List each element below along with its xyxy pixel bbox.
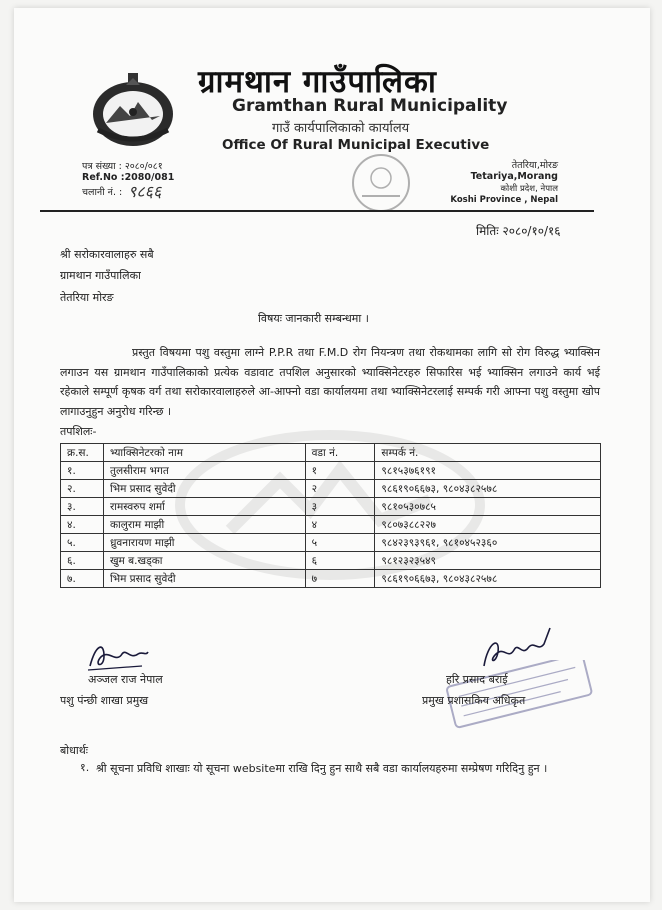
- cell-contact: ९८०७३८८२२७: [375, 516, 601, 534]
- letter-body: [60, 343, 600, 421]
- cell-sn: ५.: [61, 534, 104, 552]
- cell-name: ध्रुवनारायण माझी: [103, 534, 305, 552]
- table-row: [61, 516, 601, 534]
- cell-name: भिम प्रसाद सुवेदी: [103, 570, 305, 588]
- cell-ward: १: [305, 462, 375, 480]
- cell-sn: २.: [61, 480, 104, 498]
- recipient-line-2: ग्रामथान गाउँपालिका: [60, 269, 141, 282]
- col-header-contact: सम्पर्क नं.: [375, 444, 601, 462]
- municipality-title-en: Gramthan Rural Municipality: [232, 96, 508, 116]
- list-label: तपशिलः-: [60, 425, 97, 438]
- nepal-emblem-icon: [88, 68, 178, 150]
- letter-subject: विषयः जानकारी सम्बन्धमा ।: [258, 312, 369, 325]
- patra-sankhya: पत्र संख्या : २०८०/०८१: [82, 161, 163, 172]
- cell-ward: ३: [305, 498, 375, 516]
- cell-contact: ९८६१९०६६७३, ९८०४३८२५७८: [375, 570, 601, 588]
- cell-contact: ९८६१९०६६७३, ९८०४३८२५७८: [375, 480, 601, 498]
- col-header-ward: वडा नं.: [305, 444, 375, 462]
- cell-contact: ९८१२३२३५४९: [375, 552, 601, 570]
- cc-title: बोधार्थः: [60, 744, 88, 757]
- address-line-1: तेतरिया,मोरङ: [511, 160, 558, 171]
- recipient-line-3: तेतरिया मोरङ: [60, 291, 114, 304]
- table-header-row: [61, 444, 601, 462]
- cell-contact: ९८४२३९३९६१, ९८१०४५२३६०: [375, 534, 601, 552]
- ref-no: Ref.No :2080/081: [82, 172, 175, 183]
- cell-name: तुलसीराम भगत: [103, 462, 305, 480]
- cell-contact: ९८१५३७६१९१: [375, 462, 601, 480]
- municipality-title-np: ग्रामथान गाउँपालिका: [198, 64, 437, 100]
- address-line-3: कोशी प्रदेश, नेपाल: [500, 184, 558, 194]
- table-row: [61, 462, 601, 480]
- cell-name: कालुराम माझी: [103, 516, 305, 534]
- chalani-number: ९८६६: [128, 182, 162, 201]
- cell-ward: ७: [305, 570, 375, 588]
- cell-sn: ३.: [61, 498, 104, 516]
- letter-date: मितिः २०८०/१०/१६: [476, 224, 561, 238]
- body-paragraph: प्रस्तुत विषयमा पशु वस्तुमा लाग्ने P.P.R तथा F.M.D रोग नियन्त्रण तथा रोकथामका लागि सो रोग विरुद्ध भ्याक्सिन लगाउन यस ग्रामथान गाउँपालिकाको प्रत्येक वडावाट तपशिल अनुसारको भ्याक्सिनेटरहरु सिफारिस भई भ्याक्सिन लगाउने कार्य भई रहेकाले सम्पूर्ण कृषक वर्ग तथा सरोकारवालाहरुले आ-आफ्नो वडा कार्यालयमा तथा भ्याक्सिनेटरलाई सम्पर्क गरी आफ्ना पशु वस्तुमा खोप लागाउनुहुन अनुरोध गरिन्छ ।: [60, 346, 600, 418]
- right-signatory-name: हरि प्रसाद बराई: [446, 673, 508, 686]
- cell-sn: ४.: [61, 516, 104, 534]
- table-row: [61, 570, 601, 588]
- cc-item-text: श्री सूचना प्रविधि शाखाः यो सूचना websiteमा राखि दिनु हुन साथै सबै वडा कार्यालयहरुमा सम्प्रेषण गरिदिनु हुन ।: [96, 762, 548, 775]
- office-title-en: Office Of Rural Municipal Executive: [222, 137, 490, 153]
- signature-icon: [82, 636, 152, 674]
- address-line-2: Tetariya,Morang: [470, 171, 558, 182]
- table-row: [61, 534, 601, 552]
- cell-name: रामस्वरुप शर्मा: [103, 498, 305, 516]
- office-stamp-icon: [350, 150, 412, 216]
- cc-item-number: १.: [80, 761, 90, 774]
- office-title-np: गाउँ कार्यपालिकाको कार्यालय: [272, 121, 410, 136]
- table-row: [61, 480, 601, 498]
- cell-ward: ४: [305, 516, 375, 534]
- cell-sn: १.: [61, 462, 104, 480]
- recipient-line-1: श्री सरोकारवालाहरु सबै: [60, 248, 154, 261]
- col-header-sn: क्र.स.: [61, 444, 104, 462]
- cell-ward: २: [305, 480, 375, 498]
- chalani-label: चलानी नं. :: [82, 187, 123, 198]
- cell-ward: ५: [305, 534, 375, 552]
- cell-contact: ९८१०५३०७८५: [375, 498, 601, 516]
- cell-sn: ६.: [61, 552, 104, 570]
- col-header-name: भ्याक्सिनेटरको नाम: [103, 444, 305, 462]
- left-signatory-name: अञ्जल राज नेपाल: [88, 673, 163, 686]
- cell-name: भिम प्रसाद सुवेदी: [103, 480, 305, 498]
- table-row: [61, 498, 601, 516]
- left-signatory-title: पशु पंन्छी शाखा प्रमुख: [60, 694, 149, 707]
- header-divider: [40, 210, 594, 212]
- address-line-4: Koshi Province , Nepal: [450, 195, 558, 205]
- table-row: [61, 552, 601, 570]
- cell-name: खुम ब.खड्का: [103, 552, 305, 570]
- cell-sn: ७.: [61, 570, 104, 588]
- vaccinator-table: [60, 443, 601, 588]
- cell-ward: ६: [305, 552, 375, 570]
- right-signatory-title: प्रमुख प्रशासकिय अधिकृत: [422, 694, 526, 707]
